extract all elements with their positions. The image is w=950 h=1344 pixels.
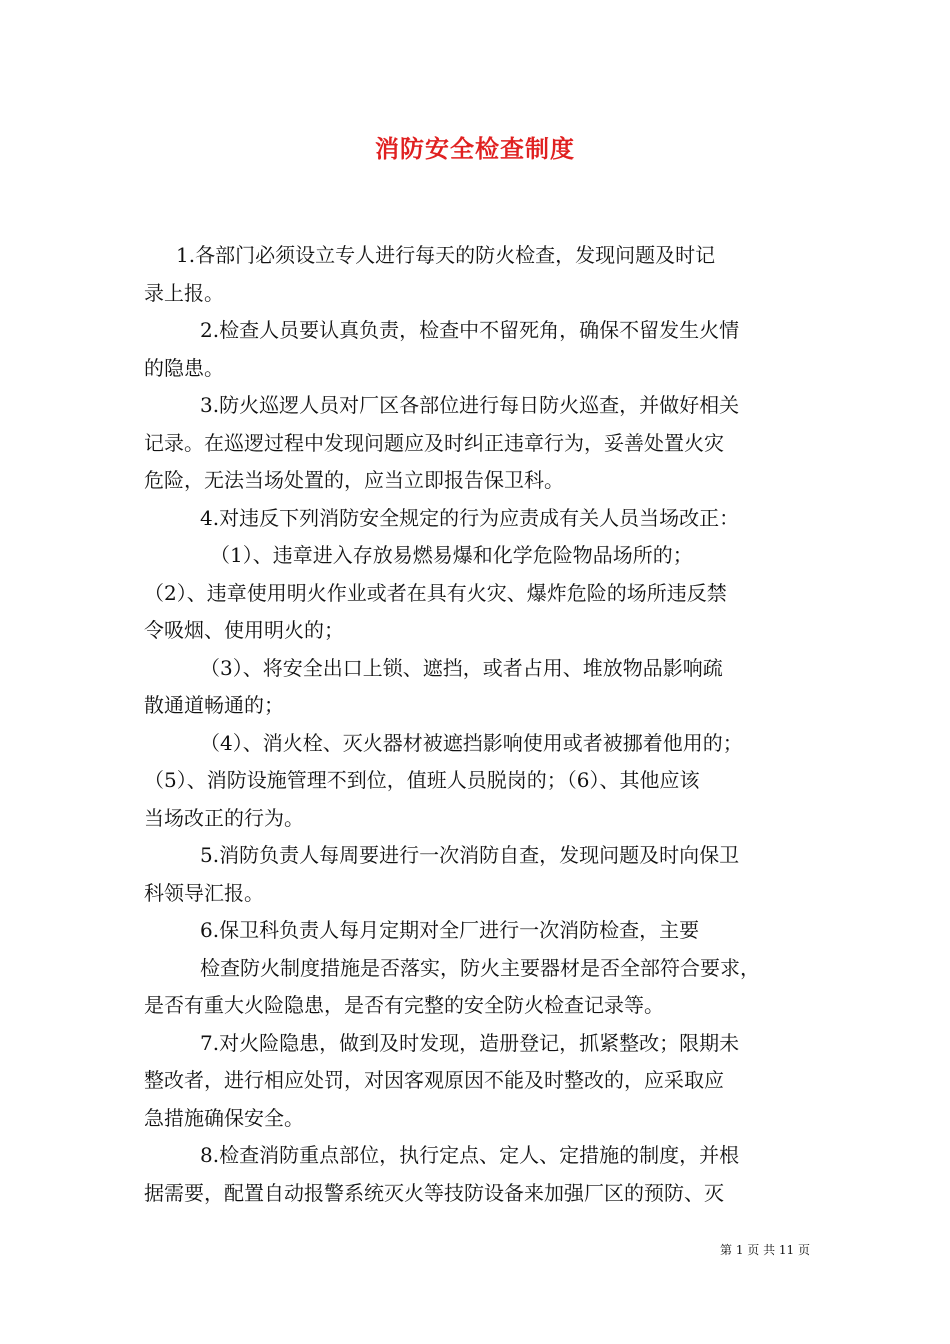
body-line: 6.保卫科负责人每月定期对全厂进行一次消防检查，主要 <box>200 918 700 942</box>
body-line: 是否有重大火险隐患，是否有完整的安全防火检查记录等。 <box>144 993 664 1017</box>
body-line: 录上报。 <box>144 280 224 305</box>
document-body <box>144 237 824 1212</box>
body-line: 当场改正的行为。 <box>144 805 304 830</box>
page-number-footer: 第 1 页 共 11 页 <box>720 1243 810 1257</box>
body-line: 记录。在巡逻过程中发现问题应及时纠正违章行为，妥善处置火灾 <box>144 430 724 455</box>
body-line: （3）、将安全出口上锁、遮挡，或者占用、堆放物品影响疏 <box>200 655 723 680</box>
body-line: 8.检查消防重点部位，执行定点、定人、定措施的制度，并根 <box>200 1143 740 1167</box>
body-line: 急措施确保安全。 <box>144 1105 304 1130</box>
body-line: 令吸烟、使用明火的； <box>144 618 344 642</box>
body-line: 4.对违反下列消防安全规定的行为应责成有关人员当场改正： <box>200 505 740 530</box>
body-line: （1）、违章进入存放易燃易爆和化学危险物品场所的； <box>210 543 693 567</box>
body-line: 7.对火险隐患，做到及时发现，造册登记，抓紧整改；限期未 <box>200 1030 740 1055</box>
body-line: 检查防火制度措施是否落实，防火主要器材是否全部符合要求， <box>200 955 760 980</box>
body-line: 1.各部门必须设立专人进行每天的防火检查，发现问题及时记 <box>176 243 716 267</box>
body-line: （5）、消防设施管理不到位，值班人员脱岗的；（6）、其他应该 <box>144 768 700 792</box>
body-line: 科领导汇报。 <box>144 880 264 905</box>
body-line: 危险，无法当场处置的，应当立即报告保卫科。 <box>144 468 564 492</box>
body-line: 散通道畅通的； <box>144 693 284 717</box>
body-line: 整改者，进行相应处罚，对因客观原因不能及时整改的，应采取应 <box>144 1068 724 1092</box>
body-line: 3.防火巡逻人员对厂区各部位进行每日防火巡查，并做好相关 <box>200 393 740 417</box>
body-line: 据需要，配置自动报警系统灭火等技防设备来加强厂区的预防、灭 <box>144 1180 724 1205</box>
body-line: （4）、消火栓、灭火器材被遮挡影响使用或者被挪着他用的； <box>200 730 743 755</box>
body-line: 2.检查人员要认真负责，检查中不留死角，确保不留发生火情 <box>200 318 740 342</box>
body-line: （2）、违章使用明火作业或者在具有火灾、爆炸危险的场所违反禁 <box>144 580 727 605</box>
body-line: 的隐患。 <box>144 355 224 380</box>
body-line: 5.消防负责人每周要进行一次消防自查，发现问题及时向保卫 <box>200 843 740 867</box>
document-title: 消防安全检查制度 <box>375 134 575 163</box>
